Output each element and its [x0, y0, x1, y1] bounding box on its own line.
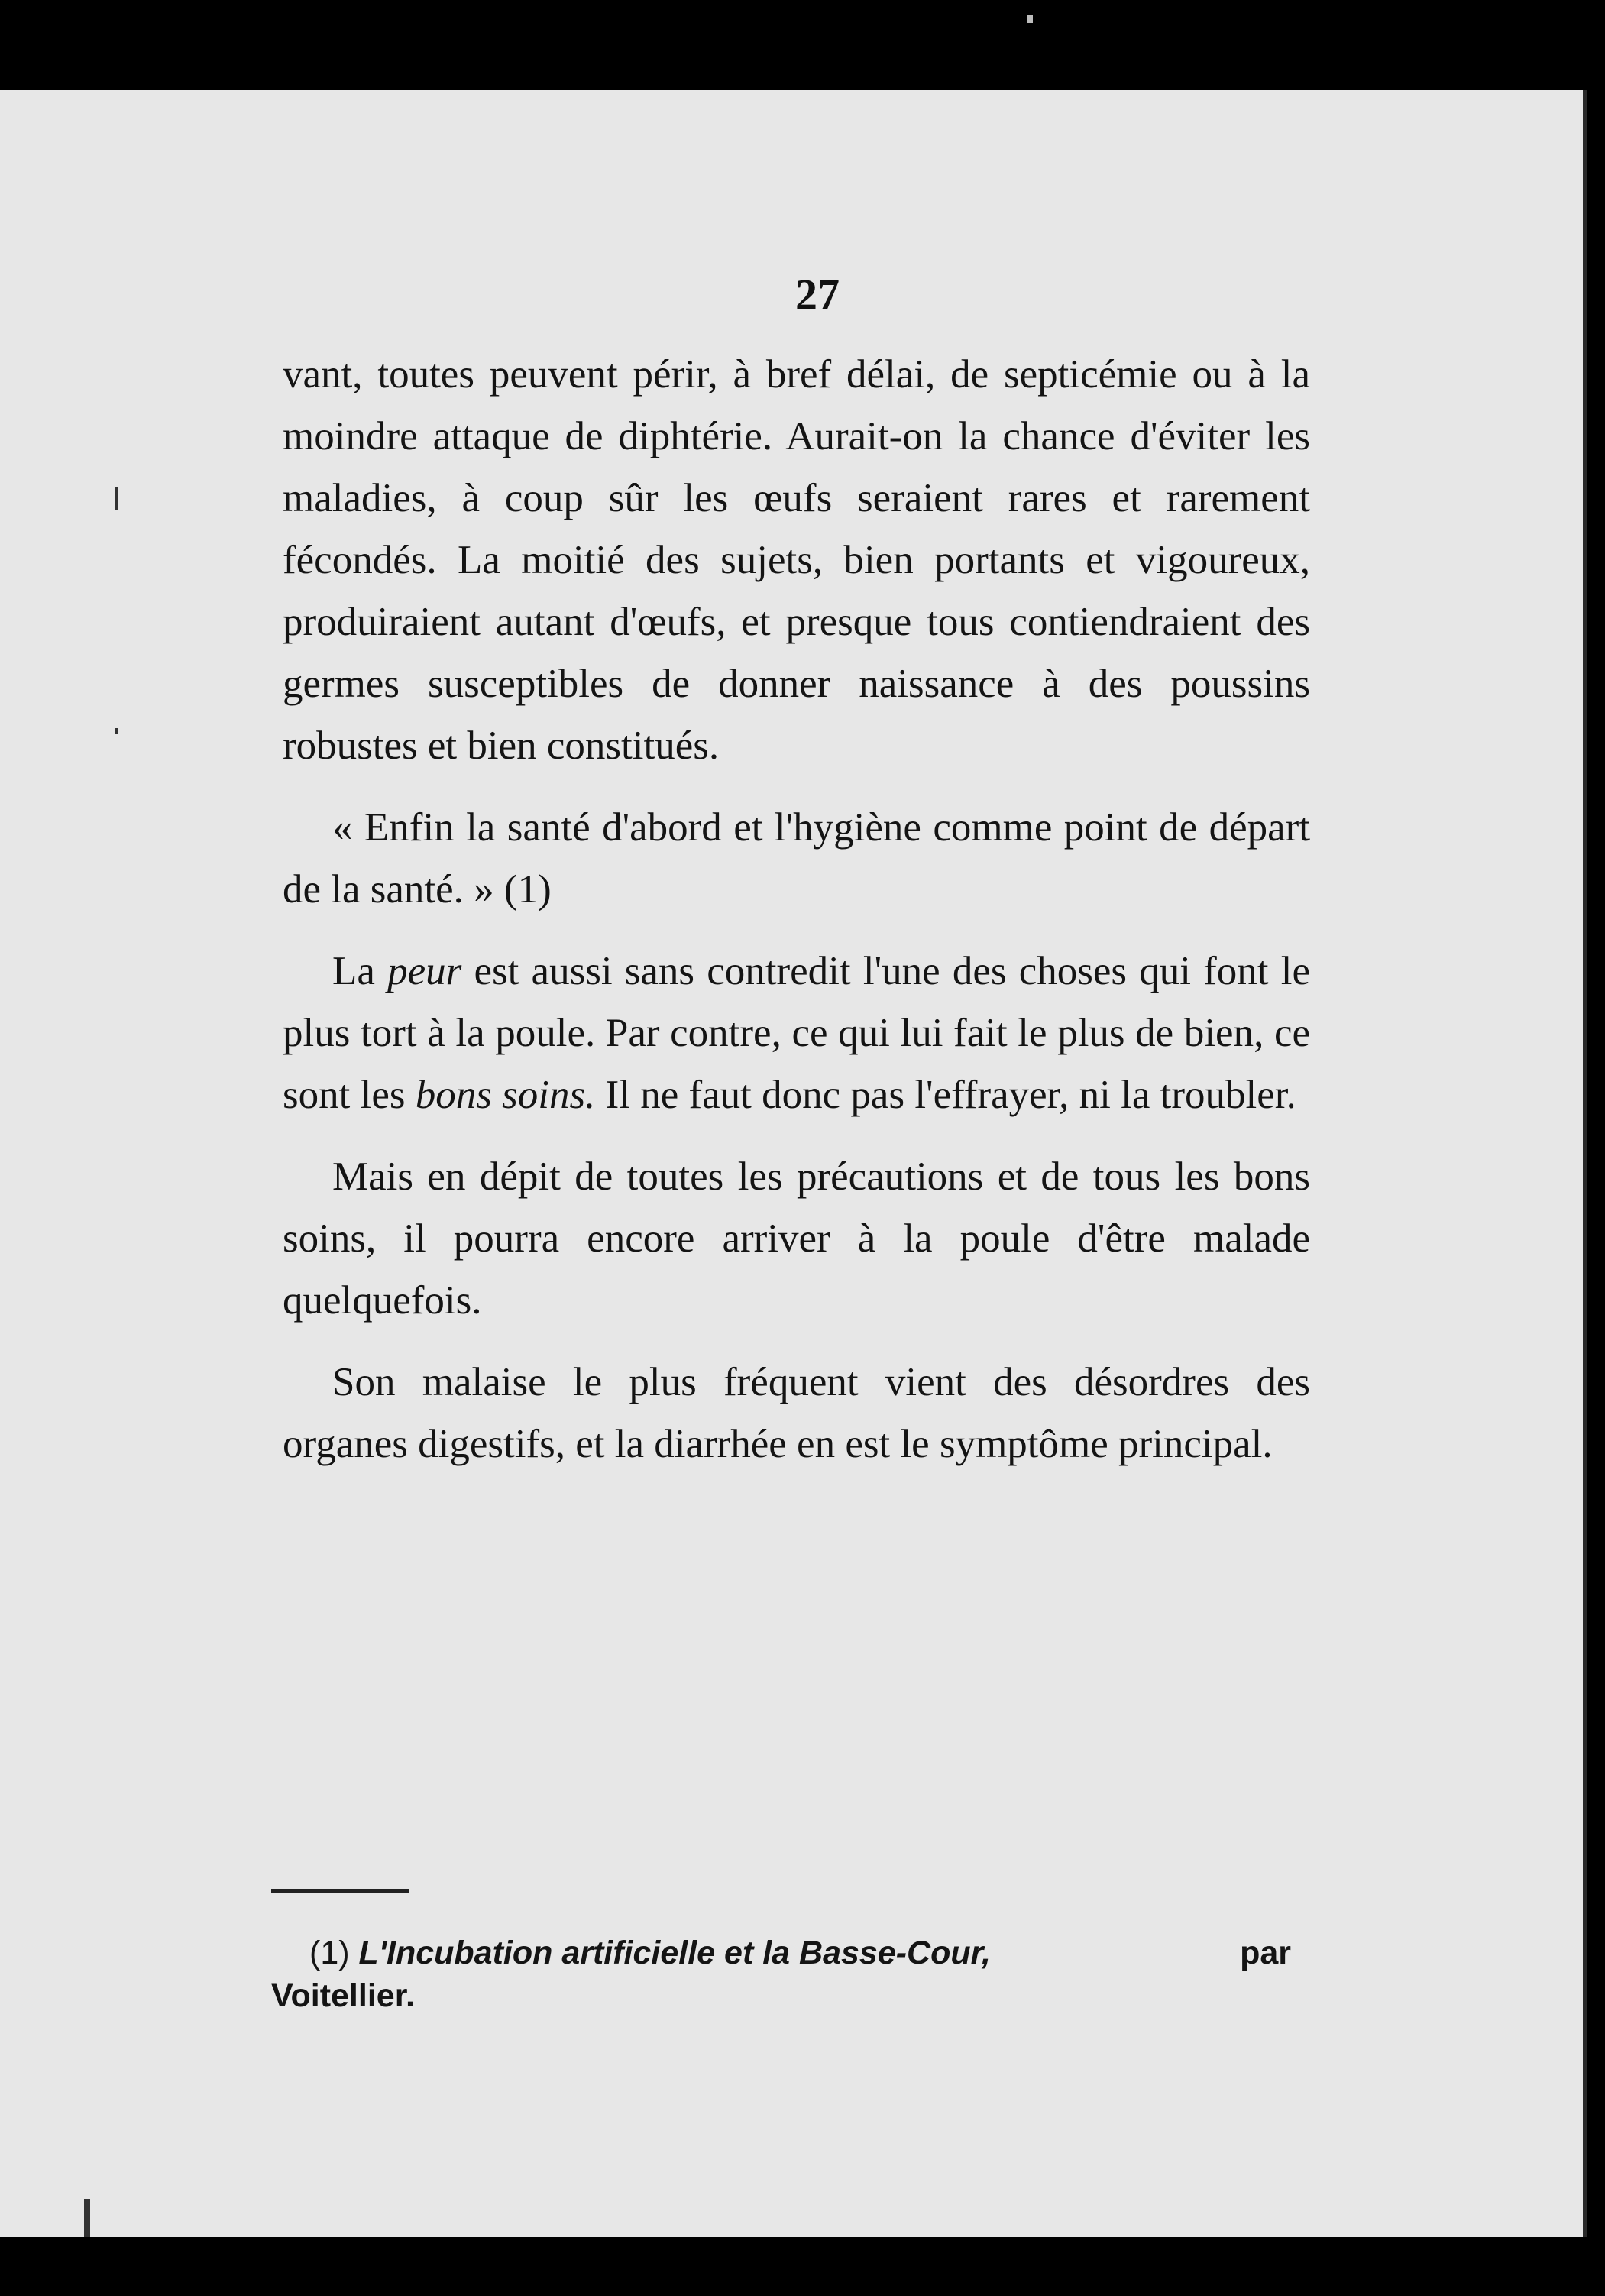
paragraph: [283, 797, 1310, 921]
paragraph-text: vant, toutes peuvent périr, à bref délai, de septicémie ou à la moindre attaque de diphtérie. Aurait-on la chance d'éviter les maladies, à coup sûr les œufs seraient rares et rarement fécondés. La moitié des sujets, bien portants et vigoureux, produiraient autant d'œufs, et presque tous contiendraient des germes susceptibles de donner naissance à des poussins robustes et bien constitués.: [283, 352, 1310, 768]
paragraph: [283, 1352, 1310, 1475]
footnote-divider: [271, 1889, 409, 1893]
scan-mark: [84, 2199, 90, 2237]
paragraph: [283, 941, 1310, 1126]
scan-mark: [115, 728, 118, 734]
emphasis-text: bons soins.: [415, 1073, 596, 1117]
quote-text: « Enfin la santé d'abord et l'hygiène comme point de départ de la santé. » (1): [283, 805, 1310, 912]
paragraph-text: Il ne faut donc pas l'effrayer, ni la troubler.: [595, 1073, 1296, 1117]
scan-mark: [115, 487, 118, 510]
paragraph: [283, 344, 1310, 777]
footnote-title: L'Incubation artificielle et la Basse-Cour,: [358, 1935, 991, 1971]
footnote-author: Voitellier.: [271, 1977, 415, 2014]
footnote: [271, 1932, 1291, 2017]
emphasis-text: peur: [387, 949, 462, 993]
paragraph-text: est aussi sans contredit l'une des choses qui font le plus tort à la poule. Par contre, ce qui lui fait le plus de bien, ce sont les: [283, 949, 1310, 1117]
paragraph: [283, 1146, 1310, 1332]
footnote-by: par: [1240, 1935, 1291, 1971]
body-text: [283, 344, 1310, 1475]
paragraph-text: Mais en dépit de toutes les précautions et de tous les bons soins, il pourra encore arriver à la poule d'être malade quelquefois.: [283, 1154, 1310, 1323]
paragraph-text: La: [332, 949, 388, 993]
footnote-marker: (1): [309, 1935, 350, 1971]
scan-speck: [1027, 15, 1033, 23]
page-number: 27: [795, 270, 840, 319]
paragraph-text: Son malaise le plus fréquent vient des désordres des organes digestifs, et la diarrhée en est le symptôme principal.: [283, 1360, 1310, 1466]
